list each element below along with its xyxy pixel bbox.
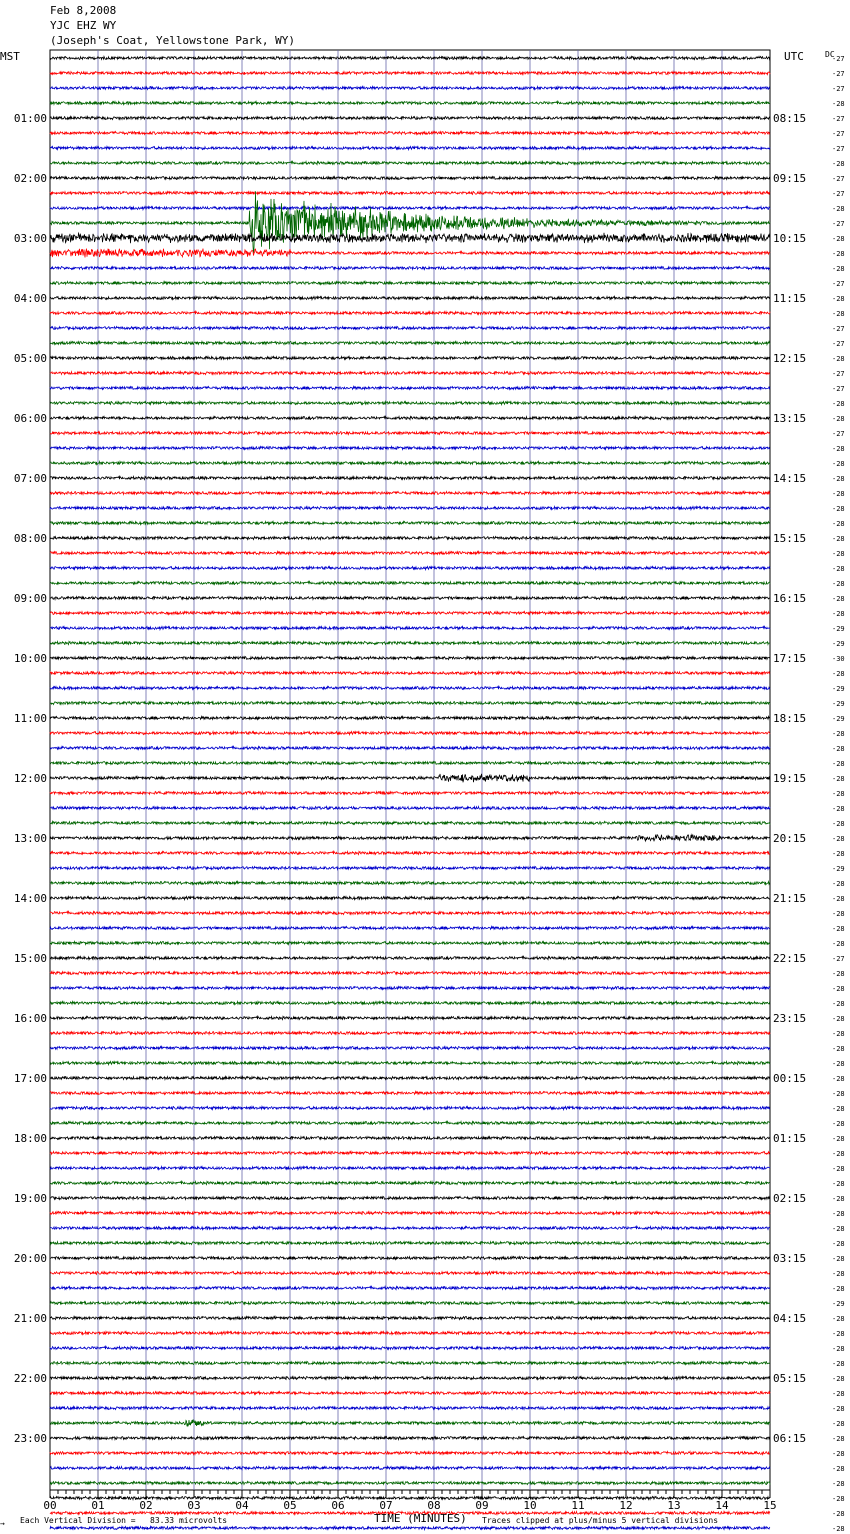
dc-offset-label: -28 [832,1360,845,1368]
dc-offset-label: -28 [832,1165,845,1173]
trace-28 [50,476,770,479]
dc-offset-label: -28 [832,580,845,588]
dc-offset-label: -28 [832,1210,845,1218]
trace-53 [50,851,770,854]
trace-39 [50,642,770,645]
dc-offset-label: -28 [832,535,845,543]
dc-offset-label: -28 [832,760,845,768]
dc-offset-label: -28 [832,595,845,603]
x-tick-label: 06 [331,1499,345,1512]
x-tick-label: 00 [43,1499,57,1512]
trace-12 [50,233,770,243]
x-tick-label: 10 [523,1499,537,1512]
dc-offset-label: -28 [832,1030,845,1038]
trace-50 [50,806,770,809]
dc-offset-label: -28 [832,265,845,273]
dc-offset-label: -28 [832,1270,845,1278]
dc-offset-label: -29 [832,715,845,723]
utc-hour-label: 13:15 [773,412,807,425]
dc-offset-label: -28 [832,1345,845,1353]
trace-48 [50,774,770,783]
trace-27 [50,461,770,464]
utc-hour-label: 16:15 [773,592,807,605]
mst-hour-label: 17:00 [13,1072,47,1085]
dc-offset-label: -28 [832,910,845,918]
dc-offset-label: -27 [832,370,845,378]
mst-hour-label: 19:00 [13,1192,47,1205]
x-tick-label: 13 [667,1499,681,1512]
trace-15 [50,282,770,285]
utc-hour-label: 01:15 [773,1132,807,1145]
trace-58 [50,927,770,930]
trace-95 [50,1481,770,1484]
utc-hour-label: 23:15 [773,1012,807,1025]
trace-63 [50,1001,770,1004]
dc-offset-label: -28 [832,295,845,303]
trace-90 [50,1407,770,1410]
mst-hour-label: 06:00 [13,412,47,425]
dc-offset-label: -28 [832,730,845,738]
utc-hour-label: 00:15 [773,1072,807,1085]
trace-69 [50,1092,770,1095]
trace-49 [50,792,770,795]
dc-offset-label: -27 [832,220,845,228]
dc-offset-label: -28 [832,460,845,468]
dc-offset-label: -28 [832,100,845,108]
trace-57 [50,911,770,914]
trace-83 [50,1302,770,1305]
dc-offset-label: -28 [832,1510,845,1518]
mst-hour-label: 22:00 [13,1372,47,1385]
trace-74 [50,1166,770,1169]
x-tick-label: 01 [91,1499,105,1512]
dc-offset-label: -28 [832,550,845,558]
dc-offset-label: -27 [832,145,845,153]
trace-14 [50,267,770,270]
dc-offset-label: -28 [832,1075,845,1083]
dc-offset-label: -28 [832,970,845,978]
utc-hour-label: 15:15 [773,532,807,545]
dc-offset-label: -27 [832,55,845,63]
utc-hour-label: 04:15 [773,1312,807,1325]
trace-19 [50,342,770,345]
trace-89 [50,1391,770,1394]
dc-offset-label: -28 [832,775,845,783]
trace-33 [50,552,770,555]
dc-offset-label: -28 [832,520,845,528]
trace-75 [50,1181,770,1184]
trace-38 [50,626,770,629]
trace-5 [50,132,770,135]
dc-offset-label: -28 [832,1405,845,1413]
mst-hour-label: 10:00 [13,652,47,665]
x-tick-label: 12 [619,1499,633,1512]
station-name: YJC EHZ WY [50,19,117,32]
dc-offset-label: -28 [832,235,845,243]
trace-64 [50,1016,770,1019]
trace-34 [50,566,770,569]
trace-84 [50,1317,770,1320]
dc-offset-label: -28 [832,1090,845,1098]
x-tick-label: 08 [427,1499,441,1512]
trace-37 [50,612,770,615]
utc-hour-label: 09:15 [773,172,807,185]
trace-8 [50,177,770,180]
trace-54 [50,867,770,870]
dc-offset-label: -27 [832,385,845,393]
dc-offset-label: -28 [832,610,845,618]
dc-offset-label: -28 [832,1135,845,1143]
trace-42 [50,686,770,689]
utc-hour-label: 20:15 [773,832,807,845]
dc-offset-label: -28 [832,820,845,828]
trace-93 [50,1451,770,1454]
dc-offset-label: -28 [832,1180,845,1188]
dc-offset-label: -28 [832,1285,845,1293]
dc-offset-label: -28 [832,1525,845,1533]
trace-60 [50,956,770,959]
utc-hour-label: 12:15 [773,352,807,365]
mst-hour-label: 11:00 [13,712,47,725]
x-tick-label: 04 [235,1499,249,1512]
trace-78 [50,1226,770,1229]
plot-date: Feb 8,2008 [50,4,117,17]
utc-hour-label: 05:15 [773,1372,807,1385]
trace-81 [50,1272,770,1275]
trace-9 [50,192,770,195]
dc-offset-label: -28 [832,790,845,798]
trace-16 [50,296,770,299]
trace-73 [50,1152,770,1155]
dc-offset-label: -28 [832,250,845,258]
dc-offset-label: -28 [832,1045,845,1053]
trace-82 [50,1286,770,1289]
dc-offset-label: -28 [832,355,845,363]
trace-56 [50,896,770,899]
dc-offset-label: -29 [832,625,845,633]
mst-hour-label: 07:00 [13,472,47,485]
trace-85 [50,1331,770,1334]
trace-91 [50,1420,770,1427]
mst-hour-label: 16:00 [13,1012,47,1025]
dc-offset-label: -27 [832,115,845,123]
dc-offset-label: -28 [832,1420,845,1428]
trace-77 [50,1212,770,1215]
trace-70 [50,1107,770,1110]
trace-44 [50,717,770,720]
x-tick-label: 07 [379,1499,393,1512]
utc-hour-label: 19:15 [773,772,807,785]
x-tick-label: 15 [763,1499,777,1512]
dc-offset-label: -28 [832,805,845,813]
dc-offset-label: -28 [832,1000,845,1008]
trace-43 [50,702,770,705]
dc-offset-label: -30 [832,655,845,663]
trace-61 [50,972,770,975]
dc-offset-label: -28 [832,1480,845,1488]
mst-hour-label: 21:00 [13,1312,47,1325]
dc-offset-label: -28 [832,1060,845,1068]
trace-20 [50,356,770,359]
utc-hour-label: 22:15 [773,952,807,965]
x-tick-label: 09 [475,1499,489,1512]
mst-hour-label: 18:00 [13,1132,47,1145]
trace-40 [50,657,770,660]
trace-4 [50,117,770,120]
dc-offset-label: -28 [832,880,845,888]
station-location: (Joseph's Coat, Yellowstone Park, WY) [50,34,296,47]
trace-24 [50,416,770,419]
dc-offset-label: -27 [832,175,845,183]
dc-offset-label: -29 [832,685,845,693]
dc-offset-label: -28 [832,1120,845,1128]
trace-17 [50,311,770,314]
trace-52 [50,835,770,842]
trace-7 [50,161,770,164]
utc-hour-label: 21:15 [773,892,807,905]
x-tick-label: 02 [139,1499,153,1512]
dc-offset-label: -28 [832,1315,845,1323]
trace-46 [50,746,770,749]
dc-offset-label: -28 [832,1225,845,1233]
x-tick-label: 11 [571,1499,585,1512]
dc-offset-label: -28 [832,1450,845,1458]
dc-offset-label: -28 [832,835,845,843]
dc-offset-label: -28 [832,415,845,423]
dc-offset-label: -28 [832,400,845,408]
dc-offset-label: -28 [832,940,845,948]
trace-47 [50,762,770,765]
dc-offset-label: -27 [832,85,845,93]
scale-note: Each Vertical Division = 83.33 microvolts [20,1516,228,1525]
trace-41 [50,672,770,675]
trace-13 [50,249,770,258]
trace-6 [50,146,770,149]
dc-offset-label: -28 [832,895,845,903]
mst-hour-label: 12:00 [13,772,47,785]
dc-offset-label: -27 [832,70,845,78]
utc-hour-label: 02:15 [773,1192,807,1205]
mst-hour-label: 02:00 [13,172,47,185]
dc-offset-label: -27 [832,325,845,333]
dc-offset-label: -28 [832,1495,845,1503]
trace-35 [50,581,770,584]
utc-hour-label: 11:15 [773,292,807,305]
dc-offset-label: -28 [832,850,845,858]
trace-86 [50,1346,770,1349]
trace-0 [50,56,770,59]
dc-offset-label: -28 [832,1255,845,1263]
dc-offset-label: -28 [832,1375,845,1383]
trace-92 [50,1436,770,1439]
trace-23 [50,402,770,405]
trace-96 [50,1497,770,1500]
dc-offset-label: -28 [832,985,845,993]
dc-offset-label: -28 [832,670,845,678]
trace-18 [50,327,770,330]
utc-hour-label: 17:15 [773,652,807,665]
dc-label: DC [825,50,835,59]
dc-offset-label: -28 [832,445,845,453]
trace-80 [50,1257,770,1260]
x-tick-label: 05 [283,1499,297,1512]
dc-offset-label: -28 [832,1015,845,1023]
utc-hour-label: 18:15 [773,712,807,725]
trace-88 [50,1377,770,1380]
dc-offset-label: -28 [832,205,845,213]
trace-11 [50,191,770,253]
utc-hour-label: 06:15 [773,1432,807,1445]
mst-hour-label: 05:00 [13,352,47,365]
trace-62 [50,987,770,990]
trace-66 [50,1047,770,1050]
trace-26 [50,447,770,450]
trace-32 [50,537,770,540]
dc-offset-label: -28 [832,490,845,498]
trace-36 [50,597,770,600]
dc-offset-label: -28 [832,1390,845,1398]
trace-10 [50,206,770,209]
trace-22 [50,387,770,390]
mst-hour-label: 03:00 [13,232,47,245]
dc-offset-label: -27 [832,340,845,348]
trace-21 [50,372,770,375]
dc-offset-label: -28 [832,505,845,513]
trace-71 [50,1121,770,1124]
mst-label: MST [0,50,20,63]
trace-76 [50,1197,770,1200]
trace-55 [50,882,770,885]
dc-offset-label: -29 [832,700,845,708]
mst-hour-label: 23:00 [13,1432,47,1445]
dc-offset-label: -28 [832,925,845,933]
dc-offset-label: -28 [832,565,845,573]
utc-hour-label: 10:15 [773,232,807,245]
utc-hour-label: 08:15 [773,112,807,125]
trace-31 [50,521,770,524]
mst-hour-label: 13:00 [13,832,47,845]
trace-45 [50,731,770,734]
dc-offset-label: -28 [832,1330,845,1338]
trace-79 [50,1242,770,1245]
trace-98 [50,1526,770,1529]
x-tick-label: 03 [187,1499,201,1512]
dc-offset-label: -27 [832,190,845,198]
x-axis-title: TIME (MINUTES) [374,1512,467,1525]
dc-offset-label: -28 [832,1195,845,1203]
mst-hour-label: 09:00 [13,592,47,605]
dc-offset-label: -28 [832,1465,845,1473]
dc-offset-label: -27 [832,130,845,138]
scale-mark: → [0,1519,5,1528]
dc-offset-label: -28 [832,310,845,318]
trace-3 [50,101,770,104]
trace-2 [50,87,770,90]
mst-hour-label: 20:00 [13,1252,47,1265]
mst-hour-label: 15:00 [13,952,47,965]
mst-hour-label: 14:00 [13,892,47,905]
dc-offset-label: -28 [832,1150,845,1158]
trace-29 [50,492,770,495]
trace-51 [50,821,770,824]
utc-hour-label: 14:15 [773,472,807,485]
mst-hour-label: 04:00 [13,292,47,305]
utc-label: UTC [784,50,804,63]
trace-94 [50,1466,770,1469]
dc-offset-label: -27 [832,430,845,438]
dc-offset-label: -28 [832,475,845,483]
trace-87 [50,1362,770,1365]
dc-offset-label: -29 [832,640,845,648]
dc-offset-label: -28 [832,1435,845,1443]
dc-offset-label: -28 [832,160,845,168]
trace-68 [50,1077,770,1080]
dc-offset-label: -28 [832,1105,845,1113]
dc-offset-label: -28 [832,1240,845,1248]
trace-30 [50,507,770,510]
trace-1 [50,71,770,74]
trace-72 [50,1137,770,1140]
mst-hour-label: 08:00 [13,532,47,545]
x-tick-label: 14 [715,1499,729,1512]
dc-offset-label: -28 [832,745,845,753]
dc-offset-label: -27 [832,280,845,288]
trace-59 [50,942,770,945]
dc-offset-label: -29 [832,865,845,873]
trace-25 [50,432,770,435]
mst-hour-label: 01:00 [13,112,47,125]
utc-hour-label: 03:15 [773,1252,807,1265]
dc-offset-label: -27 [832,955,845,963]
dc-offset-label: -29 [832,1300,845,1308]
trace-67 [50,1061,770,1064]
clip-note: Traces clipped at plus/minus 5 vertical divisions [482,1516,719,1525]
trace-65 [50,1032,770,1035]
